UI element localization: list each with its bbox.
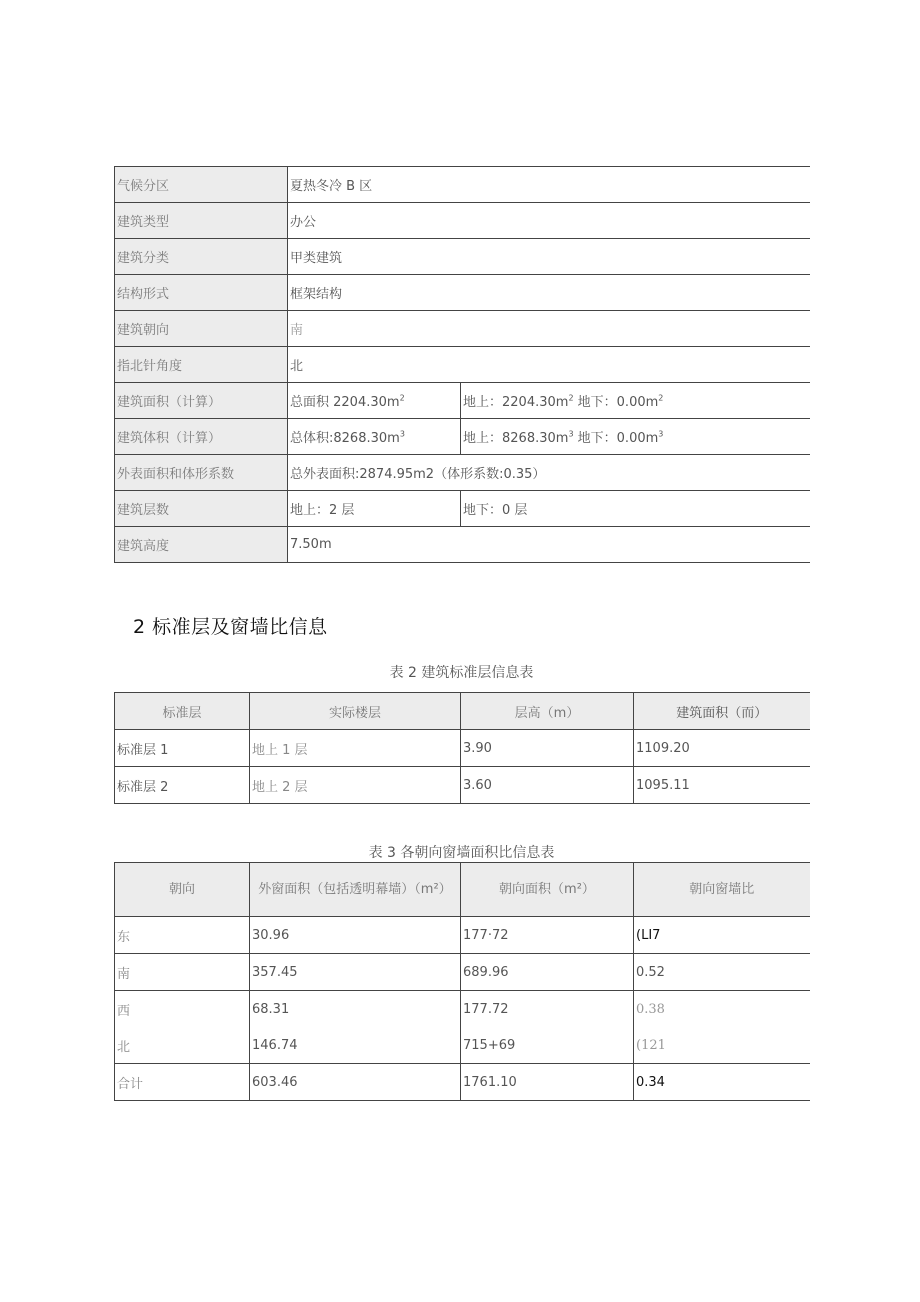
table-cell: 357.45: [250, 954, 461, 991]
row-label: 建筑高度: [115, 527, 288, 563]
row-value: 7.50m: [288, 527, 810, 563]
table-cell: 0.34: [634, 1064, 810, 1101]
table-row: [115, 419, 810, 455]
table-row: [115, 275, 810, 311]
table-row: [115, 730, 810, 767]
row-label: 建筑分类: [115, 239, 288, 275]
table-caption: 表 2 建筑标准层信息表: [389, 665, 534, 681]
table-caption: 表 3 各朝向窗墙面积比信息表: [368, 845, 555, 861]
table-row: [115, 491, 810, 527]
column-header: 实际楼层: [250, 693, 461, 730]
row-label: 外表面积和体形系数: [115, 455, 288, 491]
row-label: 气候分区: [115, 167, 288, 203]
table-cell: 689.96: [461, 954, 634, 991]
table-cell: 177.72: [461, 991, 634, 1028]
row-value: 甲类建筑: [288, 239, 810, 275]
row-label: 建筑类型: [115, 203, 288, 239]
column-header: 建筑面积（而）: [634, 693, 810, 730]
table-cell: 标准层 1: [115, 730, 250, 767]
row-value: 办公: [288, 203, 810, 239]
table-row: [115, 167, 810, 203]
standard-floor-table: [114, 692, 810, 804]
column-header: 朝向窗墙比: [634, 863, 810, 917]
column-header: 外窗面积（包括透明幕墙）（m²）: [250, 863, 461, 917]
table-cell: 合计: [115, 1064, 250, 1101]
table-row: [115, 203, 810, 239]
table-cell: 东: [115, 917, 250, 954]
column-header: 朝向面积（m²）: [461, 863, 634, 917]
above-below-area: 地上：$2204.30m^2$ 地下：$0.00m^2$: [461, 383, 810, 419]
table-cell: 603.46: [250, 1064, 461, 1101]
row-label: 建筑朝向: [115, 311, 288, 347]
table-row: [115, 239, 810, 275]
table-row: [115, 767, 810, 804]
row-label: 建筑层数: [115, 491, 288, 527]
table-cell: 68.31: [250, 991, 461, 1028]
table-cell: 30.96: [250, 917, 461, 954]
table-cell: 3.60: [461, 767, 634, 804]
table-cell: 地上 1 层: [250, 730, 461, 767]
table-header-row: [115, 863, 810, 917]
table-row: [115, 311, 810, 347]
column-header: 朝向: [115, 863, 250, 917]
table-cell: 1109.20: [634, 730, 810, 767]
table-cell: 1095.11: [634, 767, 810, 804]
table-cell: 0.38: [634, 991, 810, 1028]
table-cell: 南: [115, 954, 250, 991]
table-row: [115, 527, 810, 563]
row-label: 建筑面积（计算）: [115, 383, 288, 419]
table-cell: 西: [115, 991, 250, 1028]
floors-below: 地下：0 层: [461, 491, 810, 527]
row-value: 北: [288, 347, 810, 383]
table-cell: (121: [634, 1027, 810, 1064]
table-row-total: [115, 1064, 810, 1101]
table-row: [115, 991, 810, 1028]
table-row: [115, 917, 810, 954]
column-header: 标准层: [115, 693, 250, 730]
table-row: [115, 383, 810, 419]
table-cell: 标准层 2: [115, 767, 250, 804]
row-label: 建筑体积（计算）: [115, 419, 288, 455]
table-cell: 0.52: [634, 954, 810, 991]
table-header-row: [115, 693, 810, 730]
table-row: [115, 954, 810, 991]
building-info-table: [114, 166, 810, 563]
table-cell: 715+69: [461, 1027, 634, 1064]
column-header: 层高（m）: [461, 693, 634, 730]
table-cell: (LI7: [634, 917, 810, 954]
table-cell: 1761.10: [461, 1064, 634, 1101]
total-area: 总面积 $2204.30m^2$: [288, 383, 461, 419]
table-cell: 177·72: [461, 917, 634, 954]
above-below-volume: 地上：$8268.30m^3$ 地下：$0.00m^3$: [461, 419, 810, 455]
table-cell: 3.90: [461, 730, 634, 767]
row-value: 总外表面积:2874.95m2（体形系数:0.35）: [288, 455, 810, 491]
table-cell: 地上 2 层: [250, 767, 461, 804]
table-cell: 北: [115, 1027, 250, 1064]
window-wall-ratio-table: [114, 862, 810, 1101]
row-value: 夏热冬冷 B 区: [288, 167, 810, 203]
table-row: [115, 455, 810, 491]
row-value: 框架结构: [288, 275, 810, 311]
row-label: 结构形式: [115, 275, 288, 311]
table-row: [115, 347, 810, 383]
table-cell: 146.74: [250, 1027, 461, 1064]
table-row: [115, 1027, 810, 1064]
section-heading: 2 标准层及窗墙比信息: [133, 616, 328, 638]
total-volume: 总体积$:8268.30m^3$: [288, 419, 461, 455]
row-value: 南: [288, 311, 810, 347]
floors-above: 地上：2 层: [288, 491, 461, 527]
row-label: 指北针角度: [115, 347, 288, 383]
